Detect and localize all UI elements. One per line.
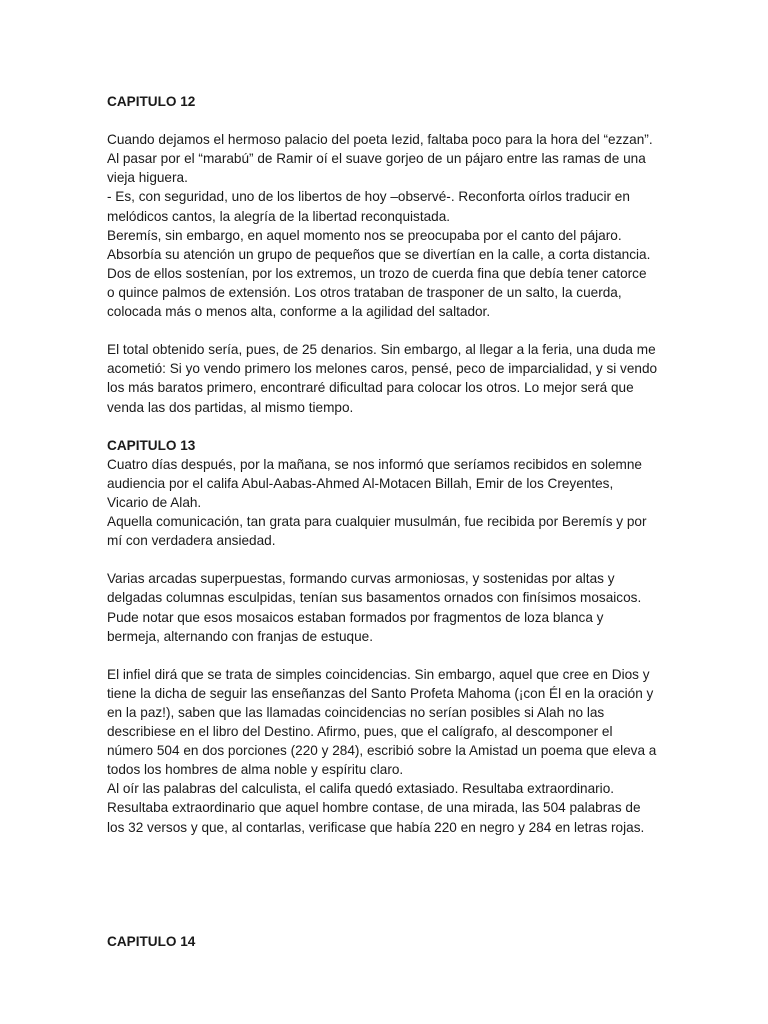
paragraph <box>107 340 667 416</box>
text-line: Cuando dejamos el hermoso palacio del poeta Iezid, faltaba poco para la hora del “ezzan”. <box>107 132 653 148</box>
text-line: Resultaba extraordinario que aquel hombre contase, de una mirada, las 504 palabras de <box>107 800 641 816</box>
text-line: Beremís, sin embargo, en aquel momento nos se preocupaba por el canto del pájaro. <box>107 227 622 243</box>
text-line: Dos de ellos sostenían, por los extremos, un trozo de cuerda fina que debía tener catorce <box>107 265 647 281</box>
paragraph <box>107 665 667 837</box>
chapter-heading: CAPITULO 13 <box>107 437 196 453</box>
text-line: Al oír las palabras del calculista, el califa quedó extasiado. Resultaba extraordinario. <box>107 781 615 797</box>
text-line: bermeja, alternando con franjas de estuque. <box>107 628 374 644</box>
text-line: Pude notar que esos mosaicos estaban formados por fragmentos de loza blanca y <box>107 609 604 625</box>
text-line: Absorbía su atención un grupo de pequeños que se divertían en la calle, a corta distancia. <box>107 246 651 262</box>
document-page <box>107 92 667 951</box>
text-line: los 32 versos y que, al contarlas, verificase que había 220 en negro y 284 en letras rojas. <box>107 819 645 835</box>
paragraph <box>107 569 667 645</box>
text-line: mí con verdadera ansiedad. <box>107 533 276 549</box>
text-line: o quince palmos de extensión. Los otros trataban de trasponer de un salto, la cuerda, <box>107 284 622 300</box>
paragraph <box>107 455 667 550</box>
text-line: tiene la dicha de seguir las enseñanzas del Santo Profeta Mahoma (¡con Él en la oración y <box>107 685 654 701</box>
text-line: - Es, con seguridad, uno de los libertos de hoy –observé-. Reconforta oírlos traducir en <box>107 189 630 205</box>
text-line: audiencia por el califa Abul-Aabas-Ahmed Al-Motacen Billah, Emir de los Creyentes, <box>107 475 614 491</box>
text-line: describiese en el libro del Destino. Afirmo, pues, que el calígrafo, al descomponer el <box>107 724 613 740</box>
text-line: venda las dos partidas, al mismo tiempo. <box>107 399 354 415</box>
text-line: todos los hombres de alma noble y espíritu claro. <box>107 762 404 778</box>
paragraph <box>107 130 667 321</box>
text-line: colocada más o menos alta, conforme a la agilidad del saltador. <box>107 304 491 320</box>
text-line: número 504 en dos porciones (220 y 284), escribió sobre la Amistad un poema que eleva a <box>107 743 657 759</box>
text-line: El total obtenido sería, pues, de 25 denarios. Sin embargo, al llegar a la feria, una duda me <box>107 342 656 358</box>
chapter-heading: CAPITULO 12 <box>107 94 196 109</box>
text-line: en la paz!), saben que las llamadas coincidencias no serían posibles si Alah no las <box>107 705 605 720</box>
text-line: Cuatro días después, por la mañana, se nos informó que seríamos recibidos en solemne <box>107 456 642 472</box>
text-line: Varias arcadas superpuestas, formando curvas armoniosas, y sostenidas por altas y <box>107 571 615 587</box>
text-line: los más baratos primero, encontraré dificultad para colocar los otros. Lo mejor será que <box>107 380 634 396</box>
text-line: vieja higuera. <box>107 170 188 186</box>
text-line: Al pasar por el “marabú” de Ramir oí el suave gorjeo de un pájaro entre las ramas de una <box>107 151 646 167</box>
text-line: delgadas columnas esculpidas, tenían sus basamentos ornados con finísimos mosaicos. <box>107 590 642 606</box>
chapter-heading: CAPITULO 14 <box>107 934 196 950</box>
text-line: Vicario de Alah. <box>107 494 202 510</box>
text-line: Aquella comunicación, tan grata para cualquier musulmán, fue recibida por Beremís y por <box>107 514 647 530</box>
text-line: acometió: Si yo vendo primero los melones caros, pensé, peco de imparcialidad, y si vendo <box>107 361 658 377</box>
text-line: melódicos cantos, la alegría de la libertad reconquistada. <box>107 208 451 224</box>
text-line: El infiel dirá que se trata de simples coincidencias. Sin embargo, aquel que cree en Dios y <box>107 666 650 682</box>
